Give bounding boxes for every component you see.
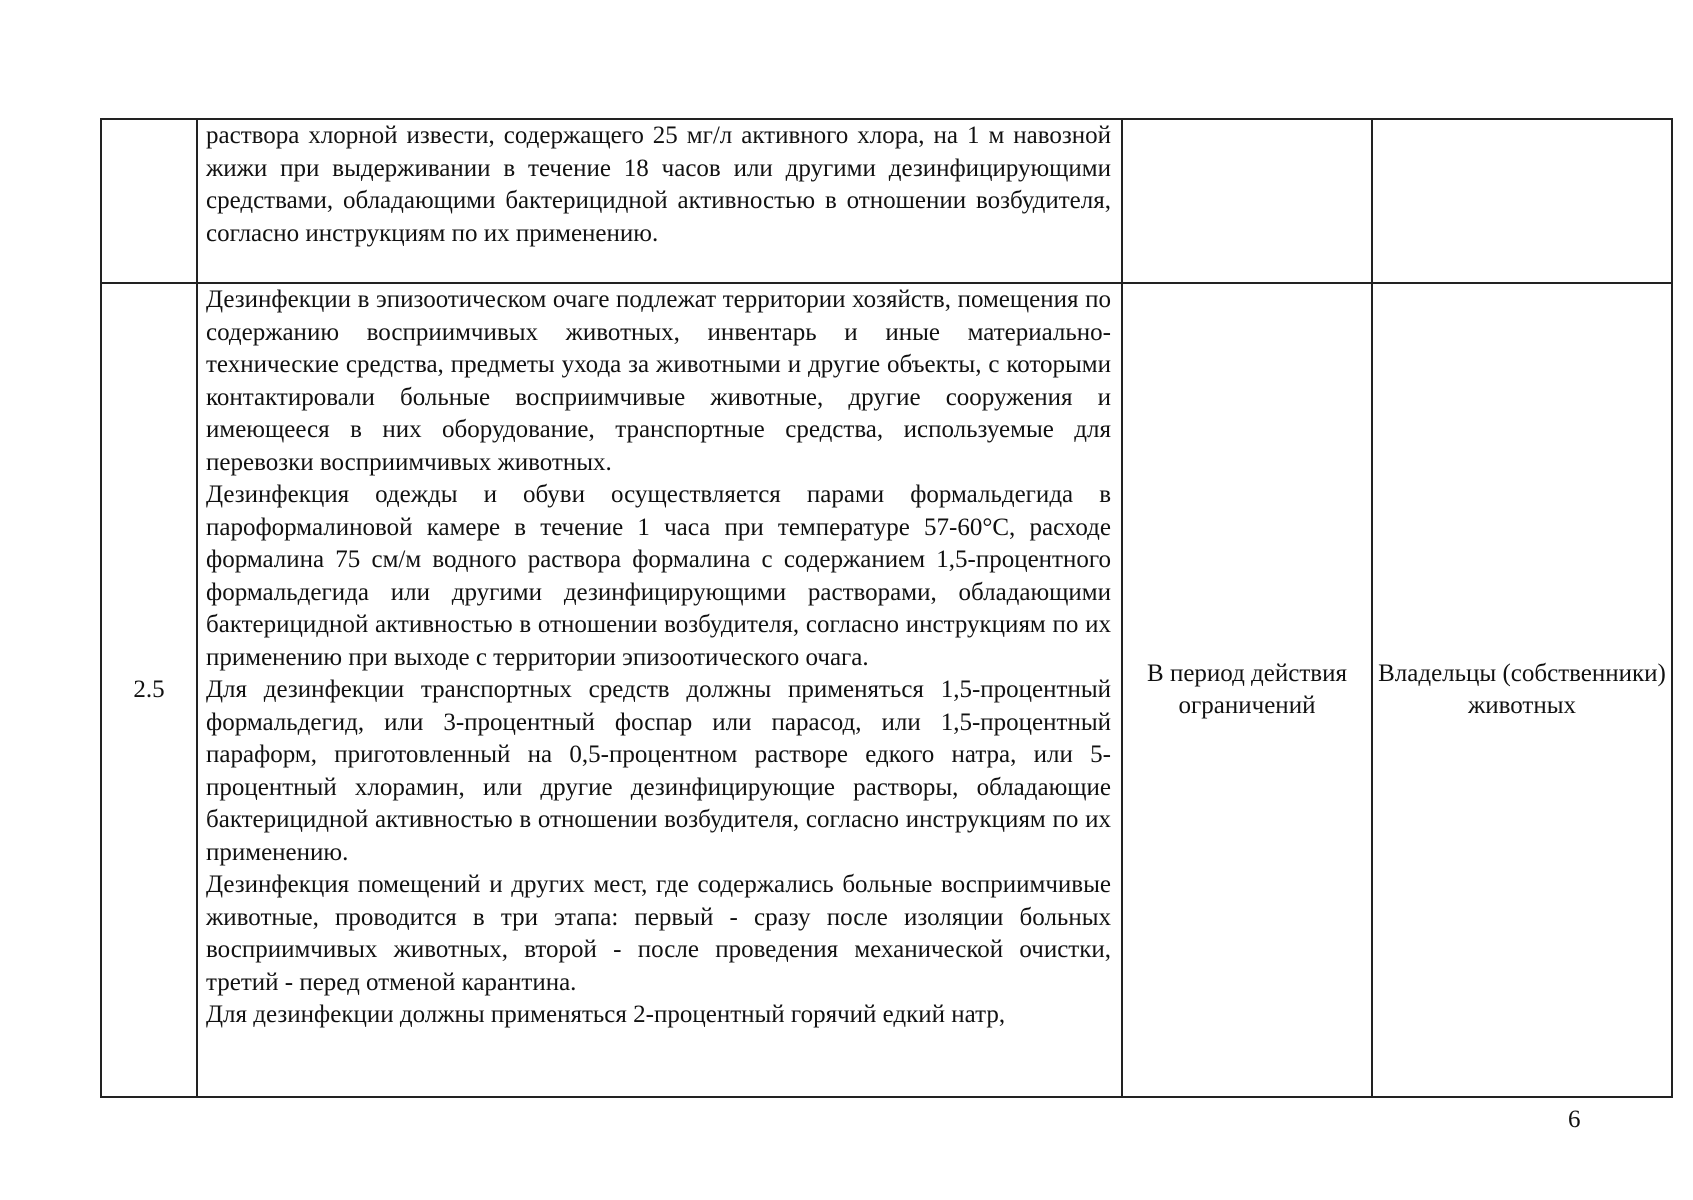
period-cell — [1122, 283, 1372, 1097]
table-row — [101, 119, 1672, 283]
period-text: В период действия ограничений — [1147, 659, 1347, 719]
measure-paragraph: Дезинфекции в эпизоотическом очаге подлежат территории хозяйств, помещения по содержанию восприимчивых животных, инвентарь и иные материально-технические средства, предметы ухода за животными и другие объекты, с которыми контактировали больные восприимчивые животные, другие сооружения и имеющееся в них оборудование, транспортные средства, используемые для перевозки восприимчивых животных. — [206, 286, 1111, 476]
item-number-cell — [101, 119, 197, 283]
measure-paragraph: Дезинфекция одежды и обуви осуществляется парами формальдегида в пароформалиновой камере в течение 1 часа при температуре 57-60°С, расходе формалина 75 см/м водного раствора формалина с содержанием 1,5-процентного формальдегида или другими дезинфицирующими растворами, обладающими бактерицидной активностью в отношении возбудителя, согласно инструкциям по их применению при выходе с территории эпизоотического очага. — [206, 481, 1111, 671]
responsible-text: Владельцы (собственники) животных — [1378, 659, 1666, 719]
measure-paragraph: Дезинфекция помещений и других мест, где содержались больные восприимчивые животные, проводится в три этапа: первый - сразу после изоляции больных восприимчивых животных, второй - после проведения механической очистки, третий - перед отменой карантина. — [206, 871, 1111, 996]
period-cell — [1122, 119, 1372, 283]
responsible-cell — [1372, 119, 1672, 283]
page-number: 6 — [1568, 1106, 1581, 1133]
measures-table — [100, 118, 1673, 1098]
responsible-cell — [1372, 283, 1672, 1097]
measure-paragraph: раствора хлорной извести, содержащего 25 мг/л активного хлора, на 1 м навозной жижи при выдерживании в течение 18 часов или другими дезинфицирующими средствами, обладающими бактерицидной активностью в отношении возбудителя, согласно инструкциям по их применению. — [206, 122, 1111, 247]
measure-paragraph: Для дезинфекции транспортных средств должны применяться 1,5-процентный формальдегид, или 3-процентный фоспар или парасод, или 1,5-процентный параформ, приготовленный на 0,5-процентном растворе едкого натра, или 5-процентный хлорамин, или другие дезинфицирующие растворы, обладающие бактерицидной активностью в отношении возбудителя, согласно инструкциям по их применению. — [206, 676, 1111, 866]
measure-text-cell — [197, 119, 1122, 283]
measure-paragraph: Для дезинфекции должны применяться 2-процентный горячий едкий натр, — [206, 1001, 1006, 1028]
item-number: 2.5 — [133, 675, 165, 703]
item-number-cell — [101, 283, 197, 1097]
measure-text-cell — [197, 283, 1122, 1097]
table-row — [101, 283, 1672, 1097]
